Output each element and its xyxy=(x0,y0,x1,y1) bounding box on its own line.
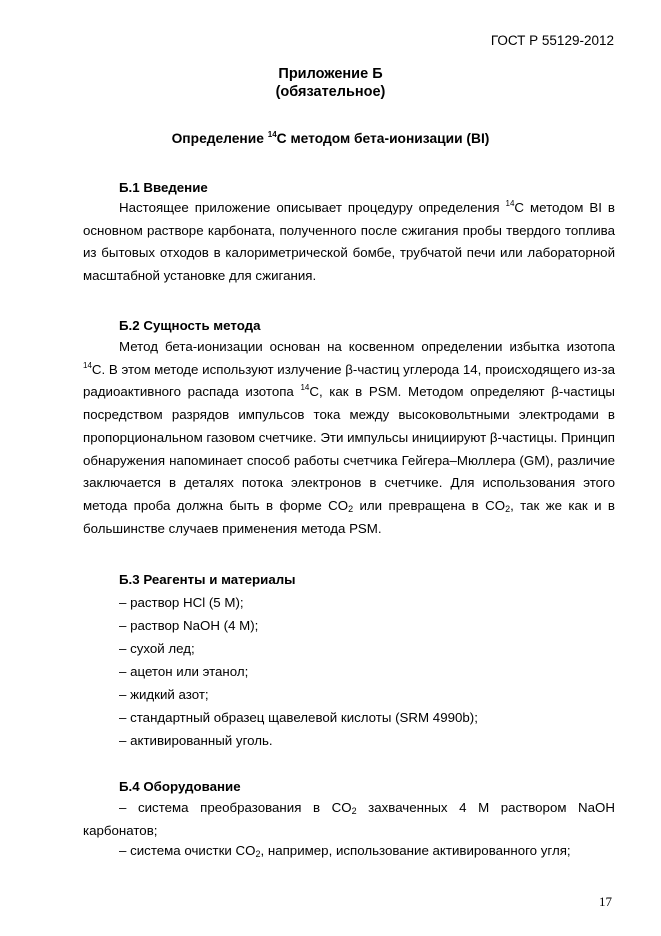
appendix-subtitle: Определение $^{14}$С методом бета-ионизации (BI) xyxy=(171,130,490,146)
paragraph-method-essence: Метод бета-ионизации основан на косвенном определении избытка изотопа $^{14}$С. В этом методе используют излучение β-частиц углерода 14, происходящего из-за радиоактивного распада изотопа $^{14}$С, как в PSM. Методом определяют β-частицы посредством разрядов импульсов тока между высоковольтными электродами в пропорциональном газовом счетчике. Эти импульсы инициируют β-частицы. Принцип обнаружения напоминает способ работы счетчика Гейгера–Мюллера (GM), различие заключается в деталях потока электронов в счетчике. Для использования этого метода проба должна быть в форме $CO_2$ или превращена в $CO_2$, так же как и в большинстве случаев применения метода PSM. xyxy=(83,339,615,536)
section-heading-method-essence: Б.2 Сущность метода xyxy=(119,318,261,333)
list-item: – раствор NaOH (4 M); xyxy=(119,618,259,633)
list-item: – активированный уголь. xyxy=(119,733,273,748)
list-item: – сухой лед; xyxy=(119,641,195,656)
list-item: – стандартный образец щавелевой кислоты (SRM 4990b); xyxy=(119,710,478,725)
section-heading-reagents: Б.3 Реагенты и материалы xyxy=(119,572,296,587)
equipment-item-purification-system: – система очистки $CO_2$, например, использование активированного угля; xyxy=(119,843,571,859)
document-header: ГОСТ Р 55129-2012 xyxy=(490,33,614,48)
section-heading-introduction: Б.1 Введение xyxy=(119,180,208,195)
section-heading-equipment: Б.4 Оборудование xyxy=(119,779,241,794)
appendix-title: Приложение Б xyxy=(278,66,383,82)
equipment-item-conversion-system: – система преобразования в $CO_2$ захваченных 4 M раствором NaOH карбонатов; xyxy=(83,800,615,838)
list-item: – раствор HCl (5 M); xyxy=(119,595,244,610)
list-item: – ацетон или этанол; xyxy=(119,664,249,679)
list-item: – жидкий азот; xyxy=(119,687,209,702)
paragraph-introduction: Настоящее приложение описывает процедуру определения $^{14}$С методом BI в основном растворе карбоната, полученного после сжигания пробы твердого топлива из бытовых отходов в калориметрической бомбе, трубчатой печи или лабораторной масштабной установке для сжигания. xyxy=(83,199,615,284)
appendix-status: (обязательное) xyxy=(275,84,386,100)
page-number: 17 xyxy=(599,894,612,909)
